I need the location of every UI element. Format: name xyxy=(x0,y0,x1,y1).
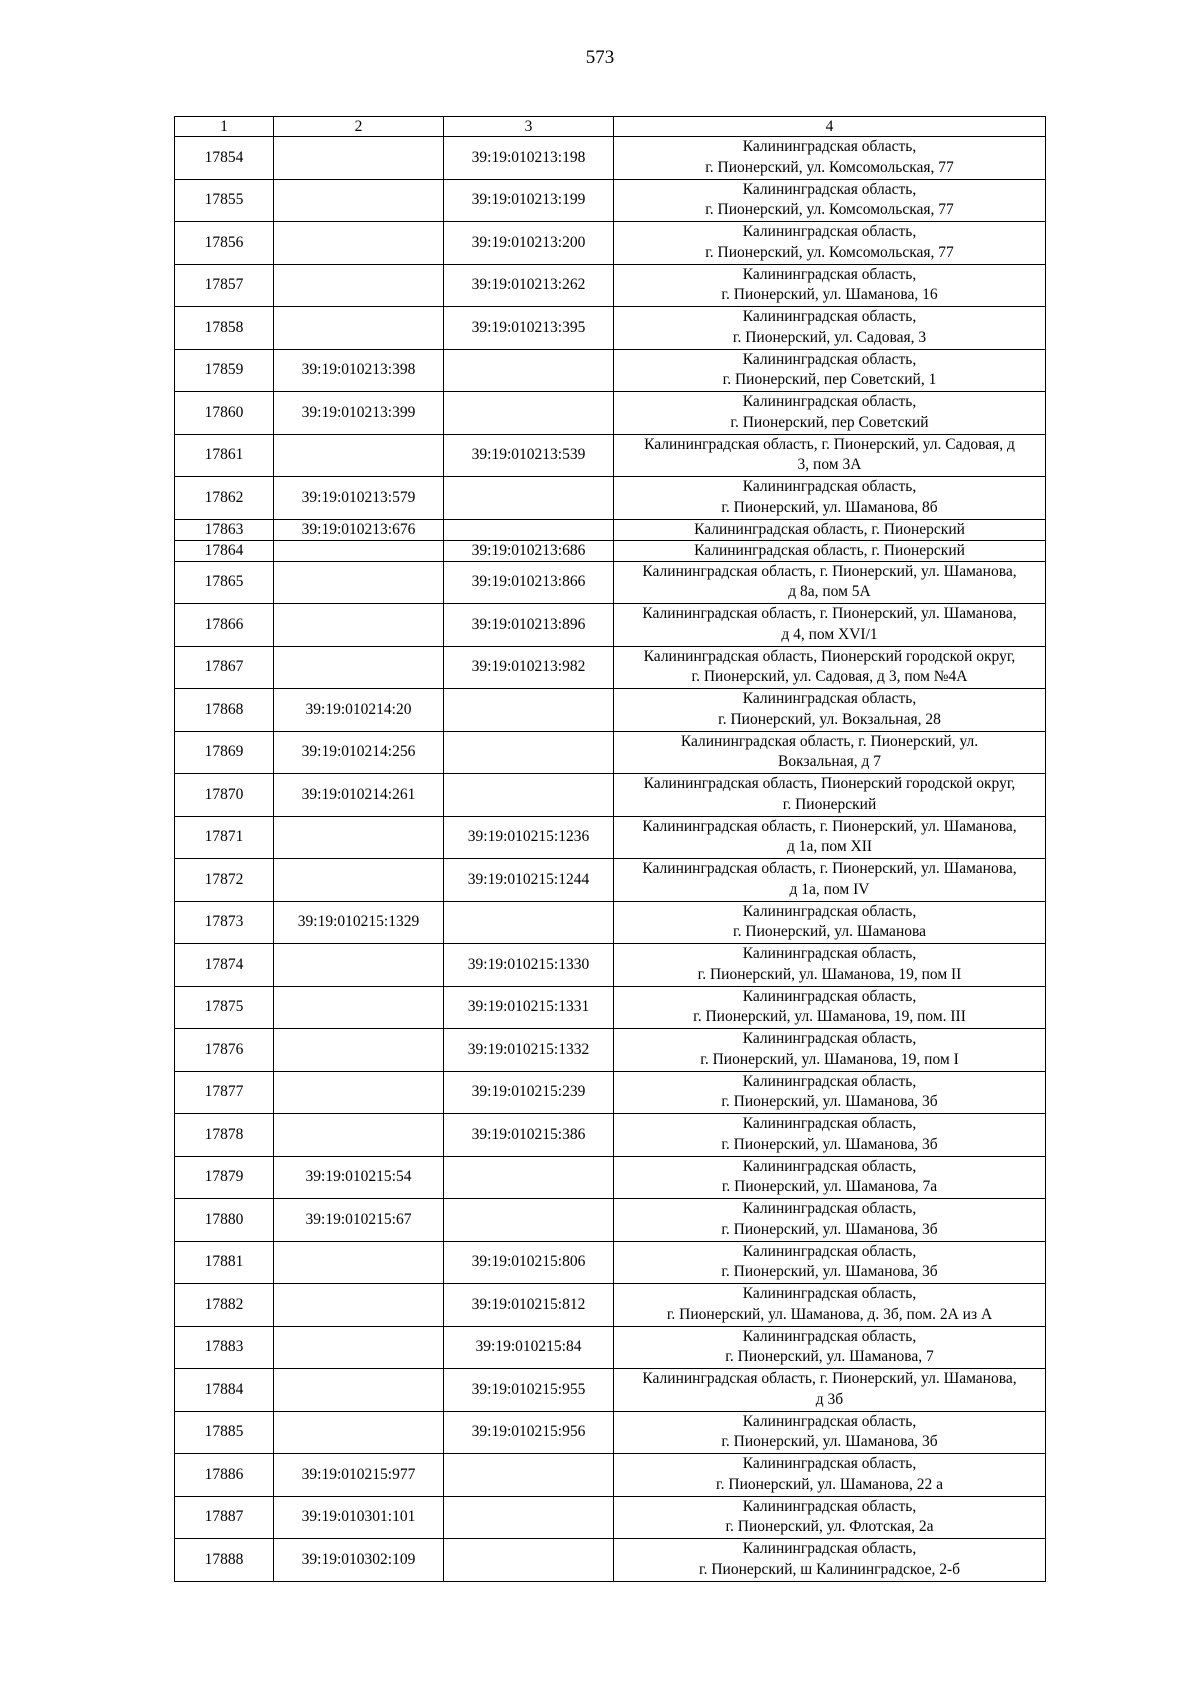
address-cell: Калининградская область, г. Пионерский, ул. Шаманова, д 3б xyxy=(614,1369,1046,1412)
cadastral-number-col3-cell: 39:19:010215:239 xyxy=(444,1071,614,1114)
row-number-cell: 17867 xyxy=(175,646,274,689)
address-cell: Калининградская область, г. Пионерский, ул. Шаманова, 3б xyxy=(614,1241,1046,1284)
address-cell: Калининградская область, г. Пионерский, ул. Шаманова xyxy=(614,901,1046,944)
cadastral-number-col3-cell xyxy=(444,519,614,540)
cadastral-number-col3-cell: 39:19:010213:395 xyxy=(444,307,614,350)
cadastral-number-col2-cell: 39:19:010215:977 xyxy=(274,1454,444,1497)
address-cell: Калининградская область, г. Пионерский, ул. Комсомольская, 77 xyxy=(614,137,1046,180)
table-row xyxy=(175,519,1046,540)
row-number-cell: 17870 xyxy=(175,774,274,817)
row-number-cell: 17863 xyxy=(175,519,274,540)
address-cell: Калининградская область, Пионерский городской округ, г. Пионерский, ул. Садовая, д 3, пом №4А xyxy=(614,646,1046,689)
table-row xyxy=(175,816,1046,859)
address-cell: Калининградская область, г. Пионерский, ул. Шаманова, 8б xyxy=(614,477,1046,520)
cadastral-number-col2-cell: 39:19:010301:101 xyxy=(274,1496,444,1539)
cadastral-number-col2-cell xyxy=(274,1241,444,1284)
cadastral-number-col2-cell: 39:19:010214:20 xyxy=(274,689,444,732)
table-row xyxy=(175,1114,1046,1157)
row-number-cell: 17881 xyxy=(175,1241,274,1284)
row-number-cell: 17875 xyxy=(175,986,274,1029)
cadastral-number-col2-cell xyxy=(274,179,444,222)
cadastral-number-col2-cell: 39:19:010214:261 xyxy=(274,774,444,817)
table-body xyxy=(175,137,1046,1582)
cadastral-number-col2-cell xyxy=(274,222,444,265)
table-row xyxy=(175,349,1046,392)
table-row xyxy=(175,1411,1046,1454)
cadastral-number-col3-cell: 39:19:010213:198 xyxy=(444,137,614,180)
address-cell: Калининградская область, г. Пионерский, ул. Шаманова, 3б xyxy=(614,1071,1046,1114)
table-row xyxy=(175,1156,1046,1199)
table-row xyxy=(175,561,1046,604)
table-row xyxy=(175,646,1046,689)
table-row xyxy=(175,477,1046,520)
row-number-cell: 17888 xyxy=(175,1539,274,1582)
row-number-cell: 17876 xyxy=(175,1029,274,1072)
cadastral-number-col2-cell: 39:19:010215:1329 xyxy=(274,901,444,944)
cadastral-number-col2-cell: 39:19:010213:579 xyxy=(274,477,444,520)
cadastral-number-col3-cell: 39:19:010213:262 xyxy=(444,264,614,307)
cadastral-number-col3-cell xyxy=(444,1156,614,1199)
cadastral-number-col3-cell: 39:19:010213:866 xyxy=(444,561,614,604)
cadastral-number-col2-cell xyxy=(274,1411,444,1454)
address-cell: Калининградская область, г. Пионерский, ул. Шаманова, д 1а, пом XII xyxy=(614,816,1046,859)
address-cell: Калининградская область, г. Пионерский, ул. Шаманова, 3б xyxy=(614,1411,1046,1454)
table-row xyxy=(175,774,1046,817)
row-number-cell: 17885 xyxy=(175,1411,274,1454)
page-number: 573 xyxy=(585,47,615,68)
cadastral-number-col2-cell: 39:19:010215:67 xyxy=(274,1199,444,1242)
cadastral-number-col2-cell xyxy=(274,540,444,561)
address-cell: Калининградская область, г. Пионерский, ул. Шаманова, 7а xyxy=(614,1156,1046,1199)
cadastral-number-col3-cell: 39:19:010213:686 xyxy=(444,540,614,561)
table-row xyxy=(175,307,1046,350)
cadastral-number-col3-cell: 39:19:010215:1236 xyxy=(444,816,614,859)
table-row xyxy=(175,392,1046,435)
cadastral-number-col3-cell: 39:19:010215:84 xyxy=(444,1326,614,1369)
cadastral-number-col3-cell: 39:19:010215:1332 xyxy=(444,1029,614,1072)
address-cell: Калининградская область, г. Пионерский, ул. Шаманова, 19, пом II xyxy=(614,944,1046,987)
cadastral-number-col2-cell xyxy=(274,1029,444,1072)
cadastral-number-col3-cell xyxy=(444,901,614,944)
address-cell: Калининградская область, г. Пионерский, ул. Вокзальная, 28 xyxy=(614,689,1046,732)
row-number-cell: 17855 xyxy=(175,179,274,222)
table-row xyxy=(175,1496,1046,1539)
address-cell: Калининградская область, г. Пионерский, ул. Шаманова, 7 xyxy=(614,1326,1046,1369)
cadastral-number-col2-cell xyxy=(274,307,444,350)
table-row xyxy=(175,1326,1046,1369)
row-number-cell: 17879 xyxy=(175,1156,274,1199)
cadastral-number-col3-cell xyxy=(444,477,614,520)
cadastral-number-col3-cell: 39:19:010215:386 xyxy=(444,1114,614,1157)
row-number-cell: 17860 xyxy=(175,392,274,435)
row-number-cell: 17872 xyxy=(175,859,274,902)
row-number-cell: 17864 xyxy=(175,540,274,561)
table-row xyxy=(175,1241,1046,1284)
address-cell: Калининградская область, г. Пионерский, ул. Вокзальная, д 7 xyxy=(614,731,1046,774)
address-cell: Калининградская область, г. Пионерский, ул. Шаманова, 19, пом I xyxy=(614,1029,1046,1072)
cadastral-number-col2-cell xyxy=(274,1114,444,1157)
row-number-cell: 17877 xyxy=(175,1071,274,1114)
table-row xyxy=(175,1369,1046,1412)
cadastral-number-col3-cell xyxy=(444,1199,614,1242)
row-number-cell: 17886 xyxy=(175,1454,274,1497)
address-cell: Калининградская область, Пионерский городской округ, г. Пионерский xyxy=(614,774,1046,817)
row-number-cell: 17858 xyxy=(175,307,274,350)
table-row xyxy=(175,137,1046,180)
row-number-cell: 17854 xyxy=(175,137,274,180)
cadastral-number-col3-cell xyxy=(444,731,614,774)
cadastral-number-col2-cell xyxy=(274,816,444,859)
row-number-cell: 17868 xyxy=(175,689,274,732)
cadastral-number-col2-cell xyxy=(274,1369,444,1412)
cadastral-number-col2-cell: 39:19:010213:398 xyxy=(274,349,444,392)
row-number-cell: 17857 xyxy=(175,264,274,307)
cadastral-number-col2-cell xyxy=(274,1326,444,1369)
table-row xyxy=(175,1199,1046,1242)
cadastral-number-col3-cell: 39:19:010215:806 xyxy=(444,1241,614,1284)
address-cell: Калининградская область, г. Пионерский, ул. Садовая, д 3, пом 3А xyxy=(614,434,1046,477)
address-cell: Калининградская область, г. Пионерский xyxy=(614,519,1046,540)
table-row xyxy=(175,1454,1046,1497)
cadastral-number-col3-cell xyxy=(444,392,614,435)
cadastral-number-col2-cell xyxy=(274,1071,444,1114)
cadastral-number-col2-cell: 39:19:010302:109 xyxy=(274,1539,444,1582)
cadastral-number-col2-cell xyxy=(274,986,444,1029)
row-number-cell: 17869 xyxy=(175,731,274,774)
address-cell: Калининградская область, г. Пионерский xyxy=(614,540,1046,561)
table-row xyxy=(175,689,1046,732)
table-row xyxy=(175,986,1046,1029)
address-cell: Калининградская область, г. Пионерский, ул. Флотская, 2а xyxy=(614,1496,1046,1539)
header-col-2: 2 xyxy=(274,117,444,137)
cadastral-number-col3-cell: 39:19:010213:199 xyxy=(444,179,614,222)
cadastral-number-col3-cell: 39:19:010215:1331 xyxy=(444,986,614,1029)
table-row xyxy=(175,540,1046,561)
cadastral-number-col3-cell: 39:19:010215:812 xyxy=(444,1284,614,1327)
address-cell: Калининградская область, г. Пионерский, ул. Садовая, 3 xyxy=(614,307,1046,350)
cadastral-number-col2-cell xyxy=(274,859,444,902)
table-header xyxy=(175,117,1046,137)
cadastral-number-col2-cell: 39:19:010213:399 xyxy=(274,392,444,435)
row-number-cell: 17887 xyxy=(175,1496,274,1539)
cadastral-number-col3-cell: 39:19:010215:955 xyxy=(444,1369,614,1412)
table-row xyxy=(175,1029,1046,1072)
row-number-cell: 17882 xyxy=(175,1284,274,1327)
row-number-cell: 17883 xyxy=(175,1326,274,1369)
address-cell: Калининградская область, г. Пионерский, пер Советский, 1 xyxy=(614,349,1046,392)
table-row xyxy=(175,901,1046,944)
table-row xyxy=(175,944,1046,987)
row-number-cell: 17880 xyxy=(175,1199,274,1242)
address-cell: Калининградская область, г. Пионерский, ул. Шаманова, 19, пом. III xyxy=(614,986,1046,1029)
row-number-cell: 17856 xyxy=(175,222,274,265)
address-cell: Калининградская область, г. Пионерский, ул. Шаманова, 3б xyxy=(614,1114,1046,1157)
address-cell: Калининградская область, г. Пионерский, ул. Шаманова, д 4, пом XVI/1 xyxy=(614,604,1046,647)
row-number-cell: 17884 xyxy=(175,1369,274,1412)
header-col-4: 4 xyxy=(614,117,1046,137)
address-cell: Калининградская область, г. Пионерский, ул. Комсомольская, 77 xyxy=(614,179,1046,222)
header-col-1: 1 xyxy=(175,117,274,137)
address-cell: Калининградская область, г. Пионерский, ул. Шаманова, 22 а xyxy=(614,1454,1046,1497)
cadastral-number-col3-cell: 39:19:010213:896 xyxy=(444,604,614,647)
table-row xyxy=(175,1539,1046,1582)
address-cell: Калининградская область, г. Пионерский, пер Советский xyxy=(614,392,1046,435)
cadastral-number-col2-cell xyxy=(274,264,444,307)
address-cell: Калининградская область, г. Пионерский, ул. Шаманова, д 1а, пом IV xyxy=(614,859,1046,902)
row-number-cell: 17874 xyxy=(175,944,274,987)
cadastral-number-col2-cell: 39:19:010215:54 xyxy=(274,1156,444,1199)
row-number-cell: 17866 xyxy=(175,604,274,647)
table-row xyxy=(175,1071,1046,1114)
cadastral-number-col3-cell: 39:19:010215:1330 xyxy=(444,944,614,987)
cadastral-number-col2-cell xyxy=(274,646,444,689)
cadastral-number-col3-cell xyxy=(444,1539,614,1582)
address-cell: Калининградская область, г. Пионерский, ул. Шаманова, 16 xyxy=(614,264,1046,307)
cadastral-number-col3-cell: 39:19:010213:200 xyxy=(444,222,614,265)
cadastral-number-col3-cell xyxy=(444,774,614,817)
row-number-cell: 17873 xyxy=(175,901,274,944)
row-number-cell: 17878 xyxy=(175,1114,274,1157)
row-number-cell: 17862 xyxy=(175,477,274,520)
table-row xyxy=(175,434,1046,477)
cadastral-number-col2-cell xyxy=(274,604,444,647)
cadastral-number-col2-cell xyxy=(274,1284,444,1327)
header-col-3: 3 xyxy=(444,117,614,137)
header-row xyxy=(175,117,1046,137)
address-cell: Калининградская область, г. Пионерский, ул. Шаманова, 3б xyxy=(614,1199,1046,1242)
table-row xyxy=(175,604,1046,647)
address-cell: Калининградская область, г. Пионерский, ул. Шаманова, д. 3б, пом. 2А из А xyxy=(614,1284,1046,1327)
cadastral-number-col3-cell xyxy=(444,349,614,392)
cadastral-number-col2-cell xyxy=(274,434,444,477)
table-row xyxy=(175,264,1046,307)
cadastral-number-col3-cell xyxy=(444,689,614,732)
cadastral-number-col3-cell xyxy=(444,1496,614,1539)
cadastral-number-col3-cell: 39:19:010215:1244 xyxy=(444,859,614,902)
row-number-cell: 17861 xyxy=(175,434,274,477)
cadastral-number-col2-cell xyxy=(274,944,444,987)
address-cell: Калининградская область, г. Пионерский, ш Калининградское, 2-б xyxy=(614,1539,1046,1582)
row-number-cell: 17859 xyxy=(175,349,274,392)
cadastral-number-col3-cell: 39:19:010215:956 xyxy=(444,1411,614,1454)
cadastral-number-col3-cell: 39:19:010213:982 xyxy=(444,646,614,689)
cadastral-number-col3-cell: 39:19:010213:539 xyxy=(444,434,614,477)
table-row xyxy=(175,1284,1046,1327)
cadastral-number-col2-cell: 39:19:010214:256 xyxy=(274,731,444,774)
cadastral-number-col2-cell xyxy=(274,561,444,604)
cadastral-number-col2-cell: 39:19:010213:676 xyxy=(274,519,444,540)
address-cell: Калининградская область, г. Пионерский, ул. Комсомольская, 77 xyxy=(614,222,1046,265)
table-row xyxy=(175,222,1046,265)
address-cell: Калининградская область, г. Пионерский, ул. Шаманова, д 8а, пом 5А xyxy=(614,561,1046,604)
row-number-cell: 17865 xyxy=(175,561,274,604)
table-row xyxy=(175,731,1046,774)
cadastral-number-col3-cell xyxy=(444,1454,614,1497)
registry-table xyxy=(174,116,1046,1582)
table-row xyxy=(175,179,1046,222)
row-number-cell: 17871 xyxy=(175,816,274,859)
table-row xyxy=(175,859,1046,902)
cadastral-number-col2-cell xyxy=(274,137,444,180)
